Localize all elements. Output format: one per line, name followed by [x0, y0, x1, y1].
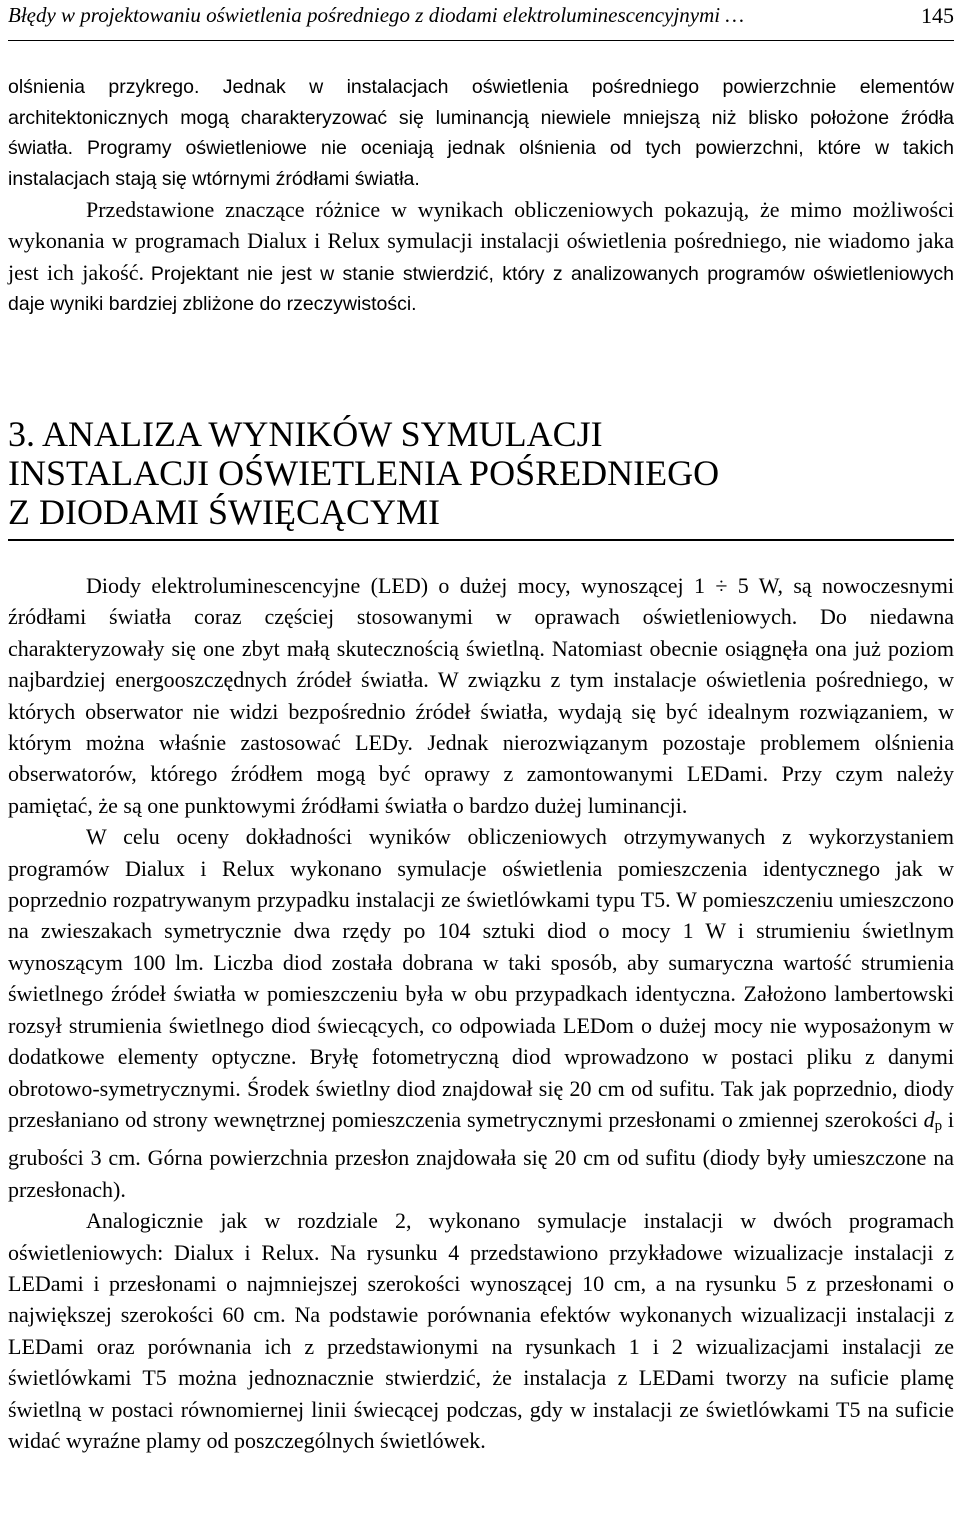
running-title: Błędy w projektowaniu oświetlenia pośredniego z diodami elektroluminescencyjnymi …: [8, 3, 745, 27]
width-symbol-subscript: p: [934, 1117, 943, 1134]
intro-paragraph-2-serif: Przedstawione znaczące różnice w wynikach obliczeniowych pokazują, że mimo możliwości wykonania w programach Dialux i Relux symulacji instalacji oświetlenia pośredniego, nie wiadomo jaka jest ich jakość.: [8, 197, 954, 285]
width-symbol: d: [923, 1106, 935, 1132]
section-heading-line-3: Z DIODAMI ŚWIĘCĄCYMI: [8, 492, 440, 532]
section-heading: [8, 415, 954, 541]
body-paragraph-3: Analogicznie jak w rozdziale 2, wykonano symulacje instalacji w dwóch programach oświetleniowych: Dialux i Relux. Na rysunku 4 przedstawiono przykładowe wizualizacje instalacji z LEDami i przesłonami o najmniejszej szerokości wynoszącej 10 cm, a na rysunku 5 z przesłonami o największej szerokości 60 cm. Na podstawie porównania efektów wykonanych wizualizacji instalacji z LEDami oraz porównania ich z przedstawionymi na rysunkach 1 i 2 wizualizacjami instalacji ze świetlówkami T5 można jednoznacznie stwierdzić, że instalacja z LEDami tworzy na suficie plamę świetlną w postaci równomiernej linii świecącej podczas, gdy w instalacji ze świetlówkami T5 na suficie widać wyraźne plamy od poszczególnych świetlówek.: [8, 1208, 954, 1453]
running-header: [8, 0, 954, 41]
body-block: [8, 570, 954, 1456]
intro-block: [8, 72, 954, 320]
body-paragraph-2-text-a: W celu oceny dokładności wyników obliczeniowych otrzymywanych z wykorzystaniem programów Dialux i Relux wykonano symulacje oświetlenia pomieszczenia identycznego jak w poprzednio rozpatrywanym przypadku instalacji ze świetlówkami typu T5. W pomieszczeniu umieszczono na zwieszakach symetrycznie dwa rzędy po 104 sztuki diod o mocy 1 W i strumieniu świetlnym wynoszącym 100 lm. Liczba diod została dobrana w taki sposób, aby sumaryczna wartość strumienia świetlnego źródeł światła w pomieszczeniu była w obu przypadkach identyczna. Założono lambertowski rozsył strumienia świetlnego diod świecących, co odpowiada LEDom o dużej mocy nie wyposażonym w dodatkowe elementy optyczne. Bryłę fotometryczną diod wprowadzono w postaci pliku z danymi obrotowo-symetrycznymi. Środek świetlny diod znajdował się 20 cm od sufitu. Tak jak poprzednio, diody przesłaniano od strony wewnętrznej pomieszczenia symetrycznymi przesłonami o zmiennej szerokości: [8, 824, 954, 1132]
page-number: 145: [921, 3, 954, 28]
section-heading-line-2: INSTALACJI OŚWIETLENIA POŚREDNIEGO: [8, 453, 720, 493]
body-paragraph-2: [8, 821, 954, 1205]
section-heading-line-1: 3. ANALIZA WYNIKÓW SYMULACJI: [8, 414, 603, 454]
intro-paragraph-2: [8, 194, 954, 320]
body-paragraph-2-text-b: i grubości 3 cm. Górna powierzchnia przesłon znajdowała się 20 cm od sufitu (diody były umieszczone na przesłonach).: [8, 1106, 954, 1202]
intro-paragraph-2-sans: Projektant nie jest w stanie stwierdzić, który z analizowanych programów oświetleniowych daje wyniki bardziej zbliżone do rzeczywistości.: [8, 262, 954, 316]
body-paragraph-1: Diody elektroluminescencyjne (LED) o dużej mocy, wynoszącej 1 ÷ 5 W, są nowoczesnymi źródłami światła coraz częściej stosowanymi w oprawach oświetleniowych. Do niedawna charakteryzowały się one zbyt małą skutecznością świetlną. Natomiast obecnie osiągnęła ona już poziom najbardziej energooszczędnych źródeł światła. W związku z tym instalacje oświetlenia pośredniego, w których obserwator nie widzi bezpośrednio źródeł światła, wydają się być idealnym rozwiązaniem, w którym można właśnie zastosować LEDy. Jednak nierozwiązanym pozostaje problemem olśnienia obserwatorów, którego źródłem mogą być oprawy z zamontowanymi LEDami. Przy czym należy pamiętać, że są one punktowymi źródłami światła o bardzo dużej luminancji.: [8, 573, 954, 818]
intro-paragraph-1: olśnienia przykrego. Jednak w instalacjach oświetlenia pośredniego powierzchnie elementów architektonicznych mogą charakteryzować się luminancją niewiele mniejszą niż blisko położone źródła światła. Programy oświetleniowe nie oceniają jednak olśnienia od tych powierzchni, które w takich instalacjach stają się wtórnymi źródłami światła.: [8, 76, 954, 190]
